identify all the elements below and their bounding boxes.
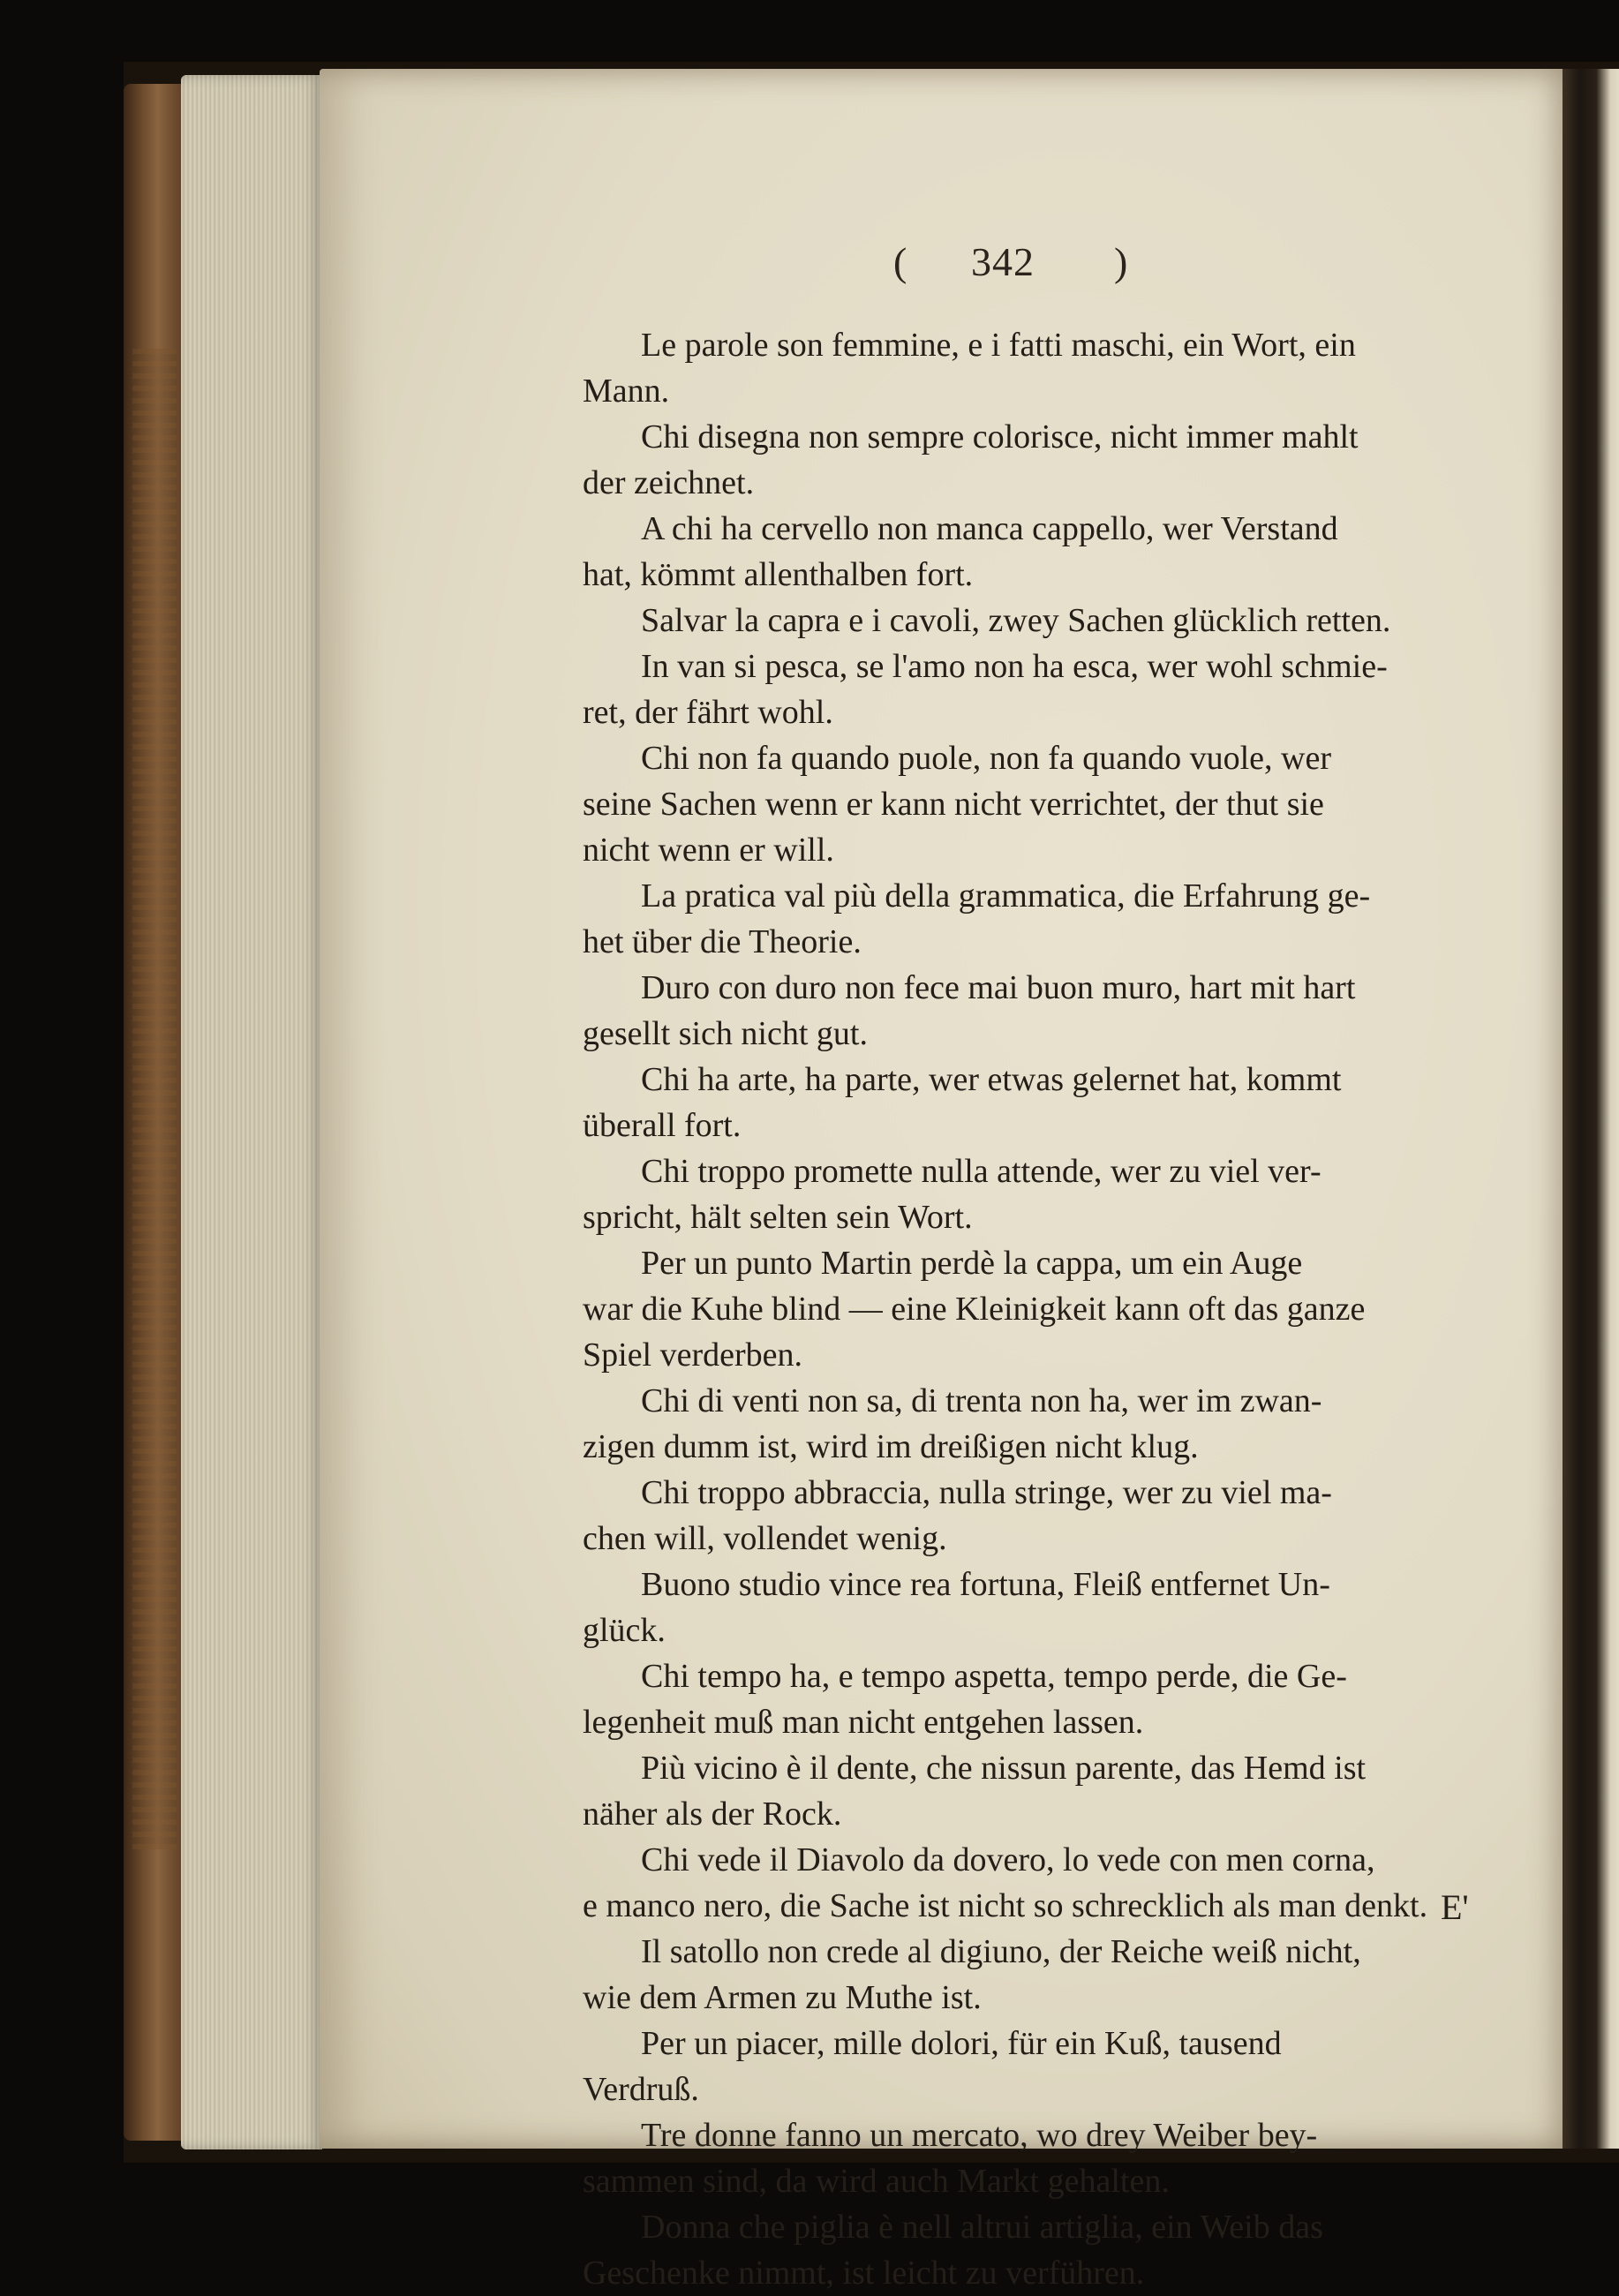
text-line: Salvar la capra e i cavoli, zwey Sachen glücklich retten. [641,602,1391,639]
text-line: Duro con duro non fece mai buon muro, hart mit hart [641,969,1356,1006]
header-close-paren: ) [1114,239,1128,284]
text-line: Chi disegna non sempre colorisce, nicht immer mahlt [641,418,1359,455]
text-line: der zeichnet. [583,464,755,501]
text-line: wie dem Armen zu Muthe ist. [583,1979,982,2016]
text-line: sammen sind, da wird auch Markt gehalten. [583,2163,1170,2200]
page-header [0,238,1619,291]
text-line: In van si pesca, se l'amo non ha esca, wer wohl schmie- [641,648,1388,685]
page-stack-edges [181,75,322,2149]
text-line: Buono studio vince rea fortuna, Fleiß entfernet Un- [641,1566,1330,1603]
text-line: gesellt sich nicht gut. [583,1015,868,1052]
text-line: Chi troppo abbraccia, nulla stringe, wer zu viel ma- [641,1474,1332,1511]
book-cover-edge [124,84,185,2141]
text-line: Chi ha arte, ha parte, wer etwas gelernet hat, kommt [641,1061,1342,1098]
text-line: ret, der fährt wohl. [583,694,833,731]
text-line: het über die Theorie. [583,923,862,960]
text-line: zigen dumm ist, wird im dreißigen nicht klug. [583,1428,1199,1465]
text-line: Per un punto Martin perdè la cappa, um ein Auge [641,1245,1303,1282]
text-line: Spiel verderben. [583,1336,803,1374]
text-line: nicht wenn er will. [583,832,834,869]
text-line: Per un piacer, mille dolori, für ein Kuß, tausend [641,2025,1282,2062]
text-line: war die Kuhe blind — eine Kleinigkeit kann oft das ganze [583,1291,1366,1328]
proverb-text-block [583,322,1465,2296]
text-line: A chi ha cervello non manca cappello, wer Verstand [641,510,1338,547]
facing-page-gutter [1563,69,1619,2149]
text-line: Chi troppo promette nulla attende, wer zu viel ver- [641,1153,1322,1190]
text-line: überall fort. [583,1107,742,1144]
text-line: legenheit muß man nicht entgehen lassen. [583,1704,1144,1741]
text-line: Verdruß. [583,2071,699,2108]
text-line: Più vicino è il dente, che nissun parente, das Hemd ist [641,1750,1367,1787]
text-line: Tre donne fanno un mercato, wo drey Weiber bey- [641,2117,1318,2154]
text-line: chen will, vollendet wenig. [583,1520,947,1557]
text-line: Le parole son femmine, e i fatti maschi, ein Wort, ein [641,327,1356,364]
text-line: Donna che piglia è nell altrui artiglia, ein Weib das [641,2209,1323,2246]
text-line: Chi di venti non sa, di trenta non ha, wer im zwan- [641,1382,1322,1419]
text-line: Il satollo non crede al digiuno, der Reiche weiß nicht, [641,1933,1361,1970]
text-line: Chi vede il Diavolo da dovero, lo vede con men corna, [641,1841,1375,1878]
text-line: Chi non fa quando puole, non fa quando vuole, wer [641,740,1331,777]
text-line: spricht, hält selten sein Wort. [583,1199,973,1236]
text-line: glück. [583,1612,666,1649]
text-line: hat, kömmt allenthalben fort. [583,556,974,593]
text-line: Geschenke nimmt, ist leicht zu verführen. [583,2255,1145,2292]
text-line: Mann. [583,373,670,410]
catchword: E' [1441,1887,1469,1927]
text-line: näher als der Rock. [583,1795,842,1833]
page-number: 342 [971,239,1035,284]
text-line: Chi tempo ha, e tempo aspetta, tempo perde, die Ge- [641,1658,1347,1695]
text-line: seine Sachen wenn er kann nicht verrichtet, der thut sie [583,786,1324,823]
header-open-paren: ( [893,239,907,284]
text-line: La pratica val più della grammatica, die Erfahrung ge- [641,877,1371,915]
text-line: e manco nero, die Sache ist nicht so schrecklich als man denkt. [583,1887,1428,1924]
